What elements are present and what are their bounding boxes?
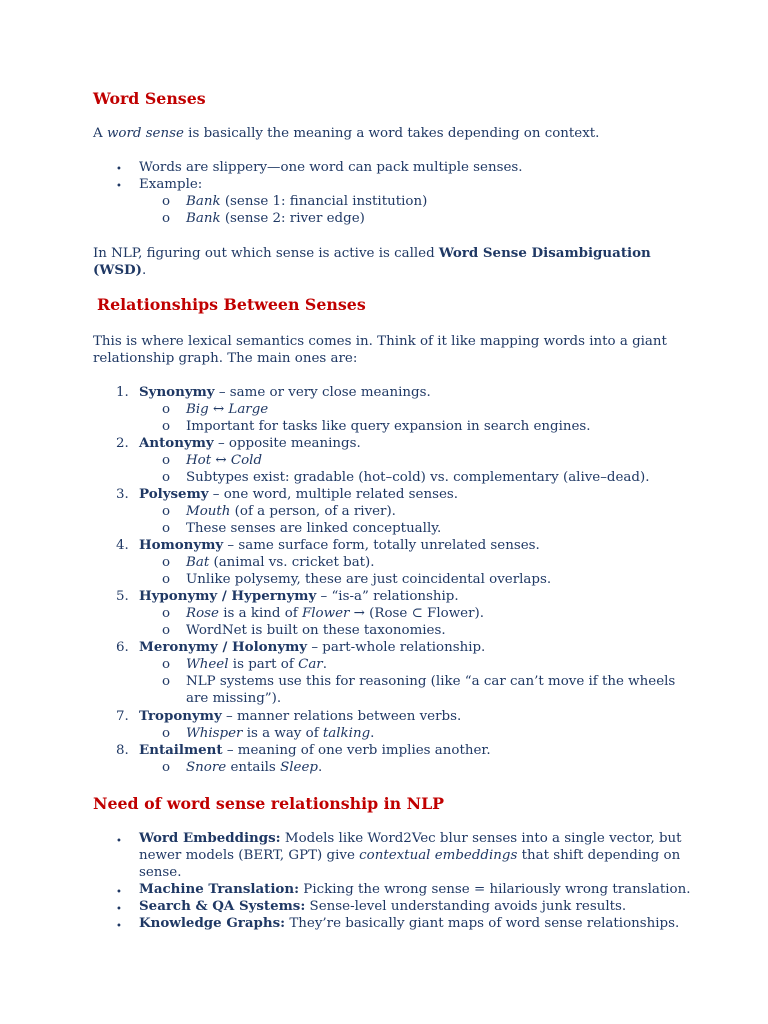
bullet-icon: • (116, 164, 122, 175)
relation-note: Subtypes exist: gradable (hot–cold) vs. complementary (alive–dead). (186, 470, 650, 485)
wsd-paragraph: In NLP, figuring out which sense is active is called Word Sense Disambiguation (93, 245, 651, 261)
wsd-term: Word Sense Disambiguation (438, 245, 651, 261)
sub-bullet-icon: o (162, 504, 171, 519)
relation-example: Rose is a kind of Flower → (Rose ⊂ Flower). (186, 606, 484, 621)
list-number: 3. (116, 487, 129, 502)
need-item: Knowledge Graphs: They’re basically giant maps of word sense relationships. (139, 915, 680, 931)
relation-item: Polysemy – one word, multiple related senses. (139, 486, 458, 502)
relation-item: Hyponymy / Hypernymy – “is-a” relationship. (139, 588, 459, 604)
sub-bullet-icon: o (162, 402, 171, 417)
sub-list-item: Bank (sense 2: river edge) (186, 211, 365, 226)
intro-paragraph: A word sense is basically the meaning a word takes depending on context. (93, 126, 600, 141)
sub-bullet-icon: o (162, 419, 171, 434)
relation-example: Mouth (of a person, of a river). (186, 504, 396, 519)
need-item-line3: sense. (139, 865, 182, 880)
sub-list-item: Bank (sense 1: financial institution) (186, 194, 428, 209)
list-number: 5. (116, 589, 129, 604)
sub-bullet-icon: o (162, 572, 171, 587)
sub-bullet-icon: o (162, 211, 171, 226)
relation-example: Wheel is part of Car. (186, 657, 327, 672)
sub-bullet-icon: o (162, 657, 171, 672)
relation-item: Antonymy – opposite meanings. (139, 435, 361, 451)
bullet-icon: • (116, 921, 122, 932)
need-item-line2: newer models (BERT, GPT) give contextual embeddings that shift depending on (139, 848, 681, 863)
relation-note: Unlike polysemy, these are just coincidental overlaps. (186, 572, 552, 587)
need-item: Word Embeddings: Models like Word2Vec blur senses into a single vector, but (139, 830, 682, 846)
bullet-icon: • (116, 904, 122, 915)
list-number: 6. (116, 640, 129, 655)
relation-example: Whisper is a way of talking. (186, 726, 375, 741)
list-item: Example: (139, 177, 203, 192)
sub-bullet-icon: o (162, 726, 171, 741)
relation-item: Homonymy – same surface form, totally unrelated senses. (139, 537, 540, 553)
relation-note: WordNet is built on these taxonomies. (186, 623, 446, 638)
heading-need: Need of word sense relationship in NLP (93, 794, 445, 813)
sub-bullet-icon: o (162, 674, 171, 689)
relation-example: Bat (animal vs. cricket bat). (186, 555, 375, 570)
heading-word-senses: Word Senses (93, 89, 206, 108)
sub-bullet-icon: o (162, 623, 171, 638)
relation-item: Meronymy / Holonymy – part-whole relationship. (139, 639, 486, 655)
relationships-intro: This is where lexical semantics comes in. Think of it like mapping words into a giant (93, 334, 667, 349)
list-number: 2. (116, 436, 129, 451)
relation-note-line2: are missing”). (186, 691, 282, 706)
intro-term: word sense (106, 126, 184, 141)
sub-bullet-icon: o (162, 470, 171, 485)
relation-item: Synonymy – same or very close meanings. (139, 384, 431, 400)
list-number: 4. (116, 538, 129, 553)
sub-bullet-icon: o (162, 453, 171, 468)
need-item: Machine Translation: Picking the wrong sense = hilariously wrong translation. (139, 881, 691, 897)
sub-bullet-icon: o (162, 521, 171, 536)
relation-note: Important for tasks like query expansion in search engines. (186, 419, 591, 434)
need-item: Search & QA Systems: Sense-level understanding avoids junk results. (139, 898, 627, 914)
list-item: Words are slippery—one word can pack multiple senses. (139, 160, 523, 175)
sub-bullet-icon: o (162, 606, 171, 621)
relation-item: Troponymy – manner relations between verbs. (139, 708, 462, 724)
relation-example: Big ↔ Large (186, 402, 269, 417)
relation-note: These senses are linked conceptually. (186, 521, 442, 536)
heading-relationships: Relationships Between Senses (97, 295, 366, 314)
sub-bullet-icon: o (162, 760, 171, 775)
bullet-icon: • (116, 887, 122, 898)
relationships-intro-line2: relationship graph. The main ones are: (93, 351, 358, 366)
bullet-icon: • (116, 181, 122, 192)
list-number: 7. (116, 709, 129, 724)
list-number: 8. (116, 743, 129, 758)
wsd-paragraph-line2: (WSD). (93, 262, 147, 278)
bullet-icon: • (116, 836, 122, 847)
sub-bullet-icon: o (162, 194, 171, 209)
relation-item: Entailment – meaning of one verb implies another. (139, 742, 491, 758)
relation-example: Hot ↔ Cold (186, 453, 263, 468)
relation-note: NLP systems use this for reasoning (like “a car can’t move if the wheels (186, 674, 676, 689)
sub-bullet-icon: o (162, 555, 171, 570)
list-number: 1. (116, 385, 129, 400)
relation-example: Snore entails Sleep. (186, 760, 323, 775)
